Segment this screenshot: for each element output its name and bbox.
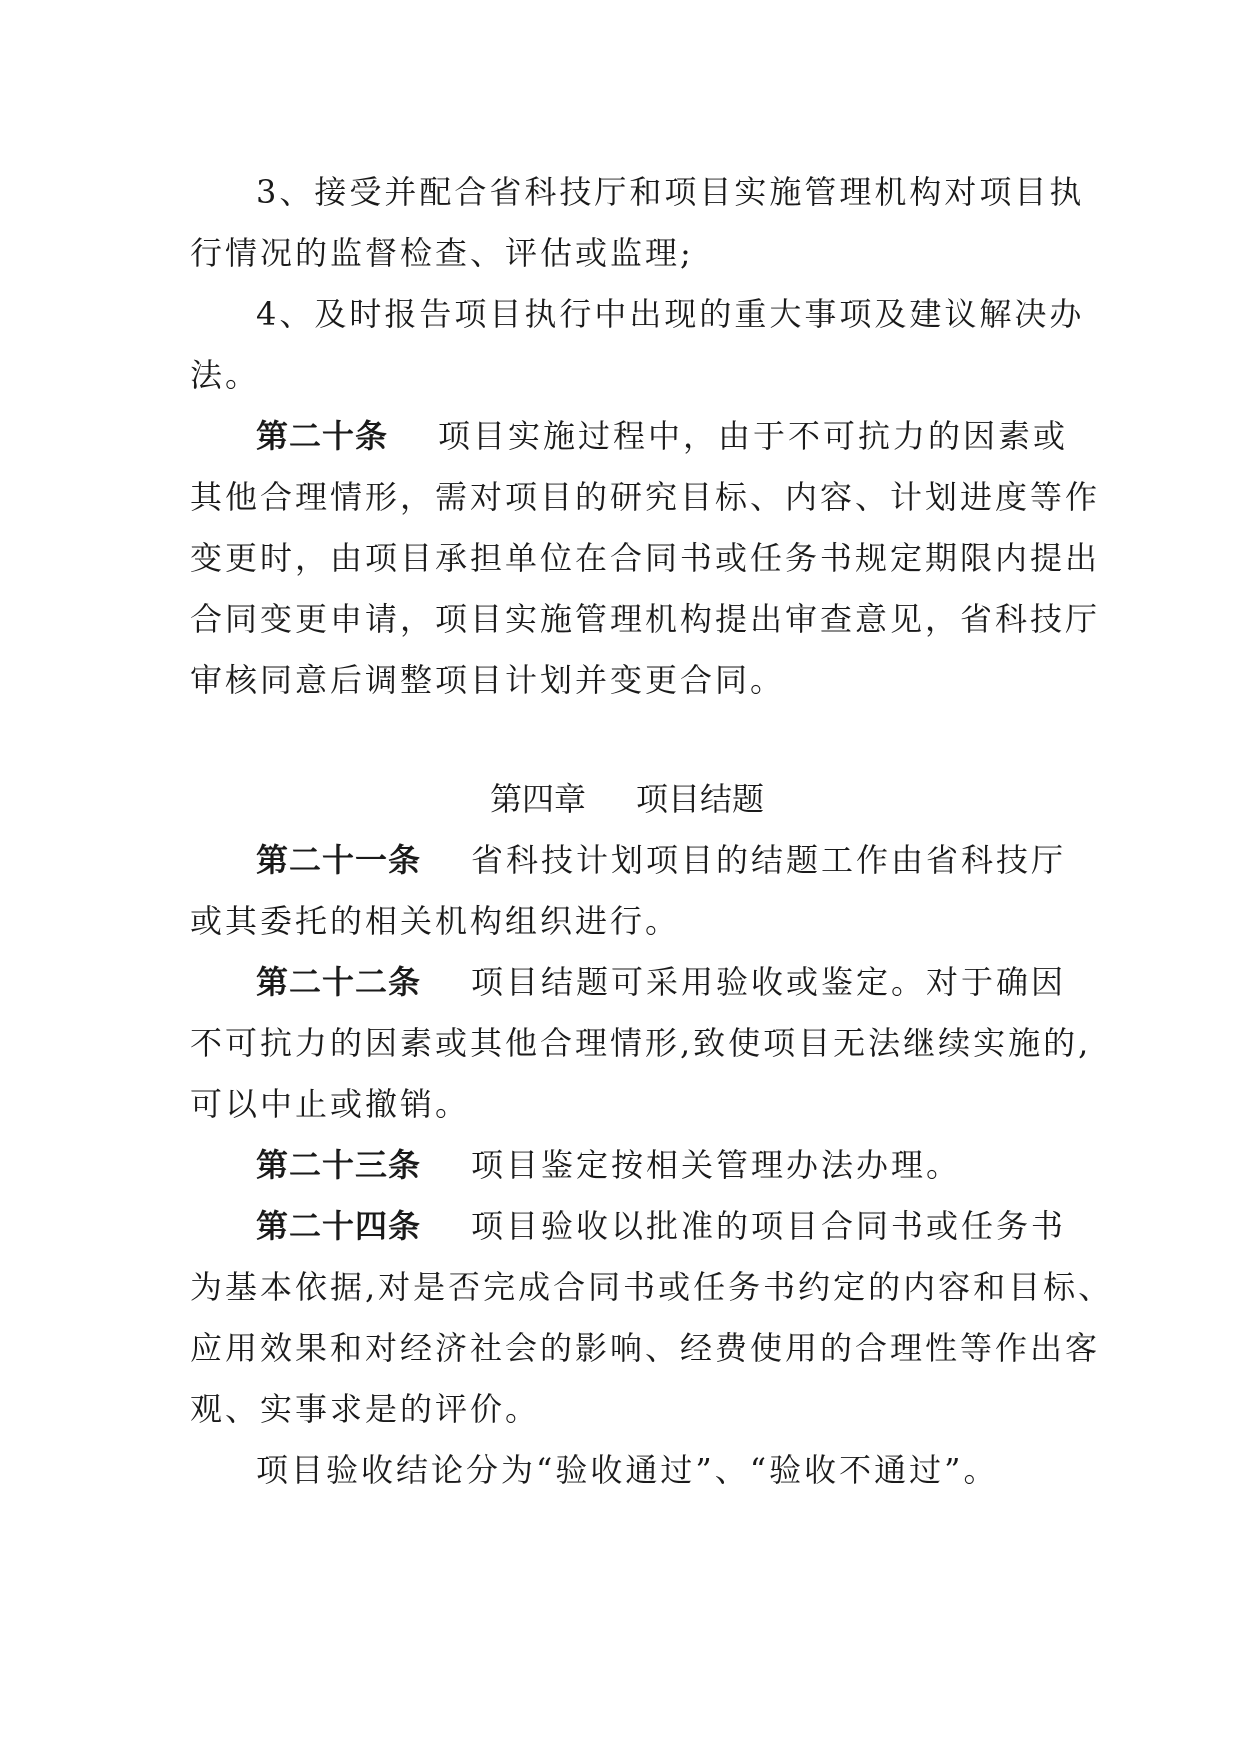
article-23 — [190, 1135, 1060, 1196]
document-body — [190, 162, 1114, 1501]
text-line: 应用效果和对经济社会的影响、经费使用的合理性等作出客 — [190, 1329, 1101, 1367]
article-21 — [190, 830, 1067, 952]
article-label: 第二十三条 — [256, 1146, 422, 1184]
text-line — [190, 406, 1069, 467]
text-line: 不可抗力的因素或其他合理情形,致使项目无法继续实施的, — [190, 1024, 1092, 1062]
article-22 — [190, 952, 1092, 1135]
text-line: 4、及时报告项目执行中出现的重大事项及建议解决办 — [256, 295, 1085, 333]
text-line: 可以中止或撤销。 — [190, 1085, 471, 1123]
article-text: 省科技计划项目的结题工作由省科技厅 — [471, 841, 1067, 879]
text-line — [190, 830, 1067, 891]
clause-3 — [190, 162, 1085, 284]
text-line: 观、实事求是的评价。 — [190, 1390, 541, 1428]
article-label: 第二十二条 — [256, 963, 422, 1001]
article-text: 项目验收以批准的项目合同书或任务书 — [471, 1207, 1067, 1245]
text-line: 法。 — [190, 356, 261, 394]
article-label: 第二十一条 — [256, 841, 422, 879]
text-line — [190, 1196, 1067, 1257]
acceptance-conclusion: 项目验收结论分为“验收通过”、“验收不通过”。 — [256, 1451, 999, 1489]
text-line: 变更时，由项目承担单位在合同书或任务书规定期限内提出 — [190, 539, 1101, 577]
text-line: 其他合理情形，需对项目的研究目标、内容、计划进度等作 — [190, 478, 1101, 516]
text-line: 或其委托的相关机构组织进行。 — [190, 902, 681, 940]
chapter-number: 第四章 — [489, 780, 586, 818]
clause-4 — [190, 284, 1085, 406]
text-line: 合同变更申请，项目实施管理机构提出审查意见，省科技厅 — [190, 600, 1101, 638]
text-line — [190, 952, 1067, 1013]
chapter-heading — [190, 769, 1060, 830]
chapter-title: 项目结题 — [636, 780, 765, 818]
article-text: 项目实施过程中，由于不可抗力的因素或 — [438, 417, 1069, 455]
article-label: 第二十四条 — [256, 1207, 422, 1245]
article-label: 第二十条 — [256, 417, 389, 455]
article-text: 项目结题可采用验收或鉴定。对于确因 — [471, 963, 1067, 1001]
text-line: 审核同意后调整项目计划并变更合同。 — [190, 661, 786, 699]
text-line — [190, 1135, 1060, 1196]
text-line: 行情况的监督检查、评估或监理; — [190, 234, 694, 272]
text-line: 为基本依据,对是否完成合同书或任务书约定的内容和目标、 — [190, 1268, 1114, 1306]
article-20 — [190, 406, 1101, 711]
article-text: 项目鉴定按相关管理办法办理。 — [471, 1146, 962, 1184]
article-24 — [190, 1196, 1114, 1440]
text-line: 3、接受并配合省科技厅和项目实施管理机构对项目执 — [256, 173, 1085, 211]
section-spacer — [190, 711, 1060, 769]
